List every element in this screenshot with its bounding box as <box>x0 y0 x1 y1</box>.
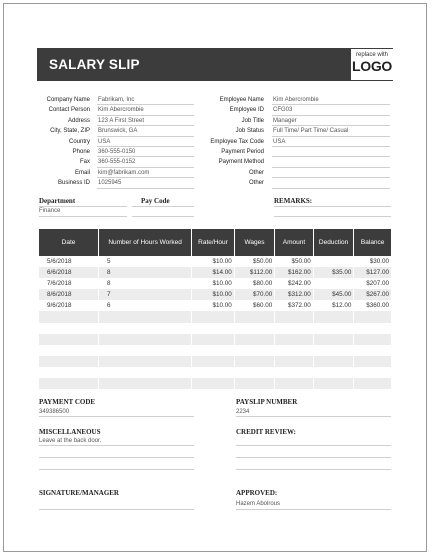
table-cell[interactable] <box>39 378 99 389</box>
table-cell[interactable]: $35.00 <box>313 267 354 278</box>
credit-line-3 <box>236 469 391 470</box>
table-cell[interactable]: $112.00 <box>234 267 274 278</box>
logo <box>351 48 393 81</box>
table-cell[interactable]: 6/6/2018 <box>39 267 99 278</box>
table-row <box>39 267 391 278</box>
company-field-label: Contact Person <box>48 107 90 114</box>
table-row <box>39 311 391 322</box>
employee-field-value[interactable]: USA <box>272 137 390 147</box>
credit-line-2 <box>236 457 391 458</box>
table-cell[interactable]: $207.00 <box>354 278 391 289</box>
company-field-value[interactable]: kim@fabrikam.com <box>97 168 194 178</box>
table-cell[interactable] <box>192 356 235 367</box>
table-cell[interactable] <box>192 367 235 378</box>
table-cell[interactable] <box>99 389 192 400</box>
company-field-value[interactable]: Brunswick, GA <box>97 126 194 136</box>
table-cell[interactable] <box>313 389 354 400</box>
table-cell[interactable] <box>39 345 99 356</box>
company-field-value[interactable]: 360-555-0150 <box>97 147 194 157</box>
company-field-label: Email <box>74 169 90 176</box>
table-cell[interactable] <box>275 378 314 389</box>
employee-field-value[interactable] <box>272 147 390 157</box>
credit-review-label: CREDIT REVIEW: <box>236 428 296 436</box>
table-cell[interactable]: $50.00 <box>275 256 314 267</box>
table-cell[interactable] <box>313 345 354 356</box>
company-field-label: City, State, ZIP <box>50 128 90 135</box>
table-cell[interactable] <box>313 367 354 378</box>
table-row <box>39 289 391 300</box>
table-cell[interactable] <box>354 323 391 334</box>
employee-field-label: Job Status <box>235 128 264 135</box>
pay-code-line <box>132 216 194 217</box>
table-cell[interactable] <box>354 367 391 378</box>
table-cell[interactable]: 7 <box>99 289 192 300</box>
payslip-number-label: PAYSLIP NUMBER <box>236 398 298 406</box>
table-cell[interactable] <box>99 323 192 334</box>
company-field-label: Address <box>67 117 90 124</box>
misc-value[interactable]: Leave at the back door. <box>39 438 102 444</box>
table-cell[interactable]: $10.00 <box>192 278 235 289</box>
table-cell[interactable] <box>313 323 354 334</box>
payslip-number-line <box>236 416 391 417</box>
approved-value[interactable]: Hazem Abolrous <box>236 501 281 507</box>
table-row <box>39 323 391 334</box>
employee-field-value[interactable]: Full Time/ Part Time/ Casual <box>272 126 390 136</box>
company-field-label: Fax <box>79 159 90 166</box>
table-cell[interactable]: 9/6/2018 <box>39 300 99 311</box>
table-cell[interactable]: 8 <box>99 267 192 278</box>
company-labels <box>38 95 90 189</box>
table-cell[interactable] <box>234 345 274 356</box>
table-cell[interactable] <box>313 378 354 389</box>
table-cell[interactable] <box>313 356 354 367</box>
table-row <box>39 356 391 367</box>
table-cell[interactable]: $10.00 <box>192 256 235 267</box>
table-cell[interactable]: $14.00 <box>192 267 235 278</box>
company-field-label: Business ID <box>57 180 90 187</box>
employee-field-value[interactable]: Kim Abercrombie <box>272 95 390 105</box>
employee-field-label: Other <box>248 169 264 176</box>
table-cell[interactable]: $267.00 <box>354 289 391 300</box>
table-cell[interactable] <box>192 378 235 389</box>
table-cell[interactable] <box>99 311 192 322</box>
table-cell[interactable] <box>39 367 99 378</box>
employee-labels <box>200 95 264 189</box>
table-cell[interactable] <box>354 334 391 345</box>
table-cell[interactable]: $70.00 <box>234 289 274 300</box>
company-field-value[interactable]: Kim Abercrombie <box>97 105 194 115</box>
table-header-row <box>39 229 391 256</box>
table-cell[interactable]: $80.00 <box>234 278 274 289</box>
table-column-header: Amount <box>275 229 314 256</box>
table-row <box>39 334 391 345</box>
table-cell[interactable]: $360.00 <box>354 300 391 311</box>
table-cell[interactable] <box>275 323 314 334</box>
table-row <box>39 378 391 389</box>
table-cell[interactable] <box>192 323 235 334</box>
table-cell[interactable] <box>99 367 192 378</box>
table-cell[interactable] <box>234 323 274 334</box>
table-cell[interactable]: $127.00 <box>354 267 391 278</box>
logo-text: LOGO <box>351 58 393 74</box>
department-underline <box>39 206 127 207</box>
table-column-header: Number of Hours Worked <box>99 229 192 256</box>
table-column-header: Deduction <box>313 229 354 256</box>
pay-code-underline <box>132 206 194 207</box>
table-cell[interactable]: $12.00 <box>313 300 354 311</box>
table-cell[interactable]: $242.00 <box>275 278 314 289</box>
table-cell[interactable] <box>39 356 99 367</box>
table-column-header: Wages <box>234 229 274 256</box>
table-row <box>39 367 391 378</box>
pay-code-label: Pay Code <box>141 197 170 205</box>
header-bar <box>37 48 351 81</box>
table-cell[interactable]: $10.00 <box>192 289 235 300</box>
table-cell[interactable] <box>39 311 99 322</box>
employee-values <box>272 95 390 189</box>
table-cell[interactable] <box>234 311 274 322</box>
department-value[interactable]: Finance <box>39 208 61 214</box>
misc-line-1 <box>39 445 194 446</box>
logo-caption: replace with <box>355 52 388 58</box>
misc-label: MISCELLANEOUS <box>39 428 101 436</box>
table-cell[interactable]: 8/6/2018 <box>39 289 99 300</box>
employee-field-label: Employee ID <box>229 107 264 114</box>
remarks-line-1 <box>274 206 391 207</box>
company-field-label: Country <box>68 138 90 145</box>
table-cell[interactable] <box>354 389 391 400</box>
table-row <box>39 345 391 356</box>
department-label: Department <box>39 197 76 205</box>
table-column-header: Balance <box>354 229 391 256</box>
company-field-value[interactable]: USA <box>97 137 194 147</box>
table-cell[interactable] <box>192 334 235 345</box>
table-row <box>39 278 391 289</box>
table-cell[interactable]: $10.00 <box>192 300 235 311</box>
table-column-header: Rate/Hour <box>192 229 235 256</box>
table-cell[interactable] <box>275 345 314 356</box>
table-cell[interactable]: $312.00 <box>275 289 314 300</box>
table-cell[interactable] <box>354 345 391 356</box>
table-cell[interactable] <box>39 334 99 345</box>
table-cell[interactable] <box>313 311 354 322</box>
table-cell[interactable]: 6 <box>99 300 192 311</box>
misc-line-2 <box>39 457 194 458</box>
remarks-label: REMARKS: <box>274 197 313 205</box>
employee-field-value[interactable] <box>272 178 390 188</box>
employee-field-label: Payment Method <box>218 159 264 166</box>
payslip-number-value[interactable]: 2234 <box>236 409 250 415</box>
table-cell[interactable] <box>234 367 274 378</box>
payment-code-line <box>39 416 194 417</box>
signature-label: SIGNATURE/MANAGER <box>39 489 119 497</box>
table-cell[interactable]: $162.00 <box>275 267 314 278</box>
table-cell[interactable] <box>192 311 235 322</box>
table-cell[interactable] <box>234 378 274 389</box>
company-field-value[interactable]: 123 A First Street <box>97 116 194 126</box>
table-row <box>39 300 391 311</box>
employee-field-value[interactable] <box>272 157 390 167</box>
company-field-label: Company Name <box>46 97 90 103</box>
table-cell[interactable] <box>354 378 391 389</box>
table-cell[interactable]: $50.00 <box>234 256 274 267</box>
employee-field-label: Employee Name <box>219 97 264 103</box>
payment-code-value[interactable]: 349386500 <box>39 409 70 415</box>
employee-field-label: Payment Period <box>221 149 264 156</box>
employee-field-label: Job Title <box>241 117 264 124</box>
table-cell[interactable] <box>192 345 235 356</box>
employee-field-label: Other <box>248 180 264 187</box>
remarks-line-2 <box>274 216 391 217</box>
payment-code-label: PAYMENT CODE <box>39 398 96 406</box>
table-column-header: Date <box>39 229 99 256</box>
table-cell[interactable] <box>275 311 314 322</box>
company-field-value[interactable]: 1025945 <box>97 178 194 188</box>
table-cell[interactable] <box>99 345 192 356</box>
company-field-value[interactable]: Fabrikam, Inc <box>97 95 194 105</box>
table-cell[interactable] <box>99 378 192 389</box>
table-cell[interactable]: 7/6/2018 <box>39 278 99 289</box>
employee-field-value[interactable]: CFG03 <box>272 105 390 115</box>
credit-line-1 <box>236 445 391 446</box>
table-cell[interactable] <box>313 278 354 289</box>
table-cell[interactable] <box>354 356 391 367</box>
table-cell[interactable] <box>275 367 314 378</box>
company-field-value[interactable]: 360-555-0152 <box>97 157 194 167</box>
table-cell[interactable] <box>313 256 354 267</box>
approved-label: APPROVED: <box>236 489 278 497</box>
table-cell[interactable] <box>99 334 192 345</box>
page-title: SALARY SLIP <box>49 57 140 72</box>
table-row <box>39 256 391 267</box>
table-cell[interactable] <box>275 334 314 345</box>
approved-line <box>236 509 391 510</box>
signature-line <box>39 509 194 510</box>
table-cell[interactable]: 8 <box>99 278 192 289</box>
table-cell[interactable]: 5 <box>99 256 192 267</box>
employee-field-value[interactable]: Manager <box>272 116 390 126</box>
table-cell[interactable] <box>275 356 314 367</box>
table-cell[interactable]: 5/6/2018 <box>39 256 99 267</box>
employee-field-label: Employee Tax Code <box>210 138 264 145</box>
table-cell[interactable]: $60.00 <box>234 300 274 311</box>
table-cell[interactable] <box>99 356 192 367</box>
employee-field-value[interactable] <box>272 168 390 178</box>
pay-table <box>39 229 391 400</box>
table-cell[interactable] <box>234 334 274 345</box>
table-cell[interactable]: $372.00 <box>275 300 314 311</box>
table-cell[interactable] <box>354 311 391 322</box>
table-cell[interactable]: $45.00 <box>313 289 354 300</box>
table-cell[interactable]: $30.00 <box>354 256 391 267</box>
company-field-label: Phone <box>72 149 90 156</box>
department-line <box>39 216 127 217</box>
misc-line-3 <box>39 469 194 470</box>
table-cell[interactable] <box>313 334 354 345</box>
table-cell[interactable] <box>192 389 235 400</box>
company-values <box>97 95 194 189</box>
table-cell[interactable] <box>234 356 274 367</box>
table-cell[interactable] <box>39 323 99 334</box>
